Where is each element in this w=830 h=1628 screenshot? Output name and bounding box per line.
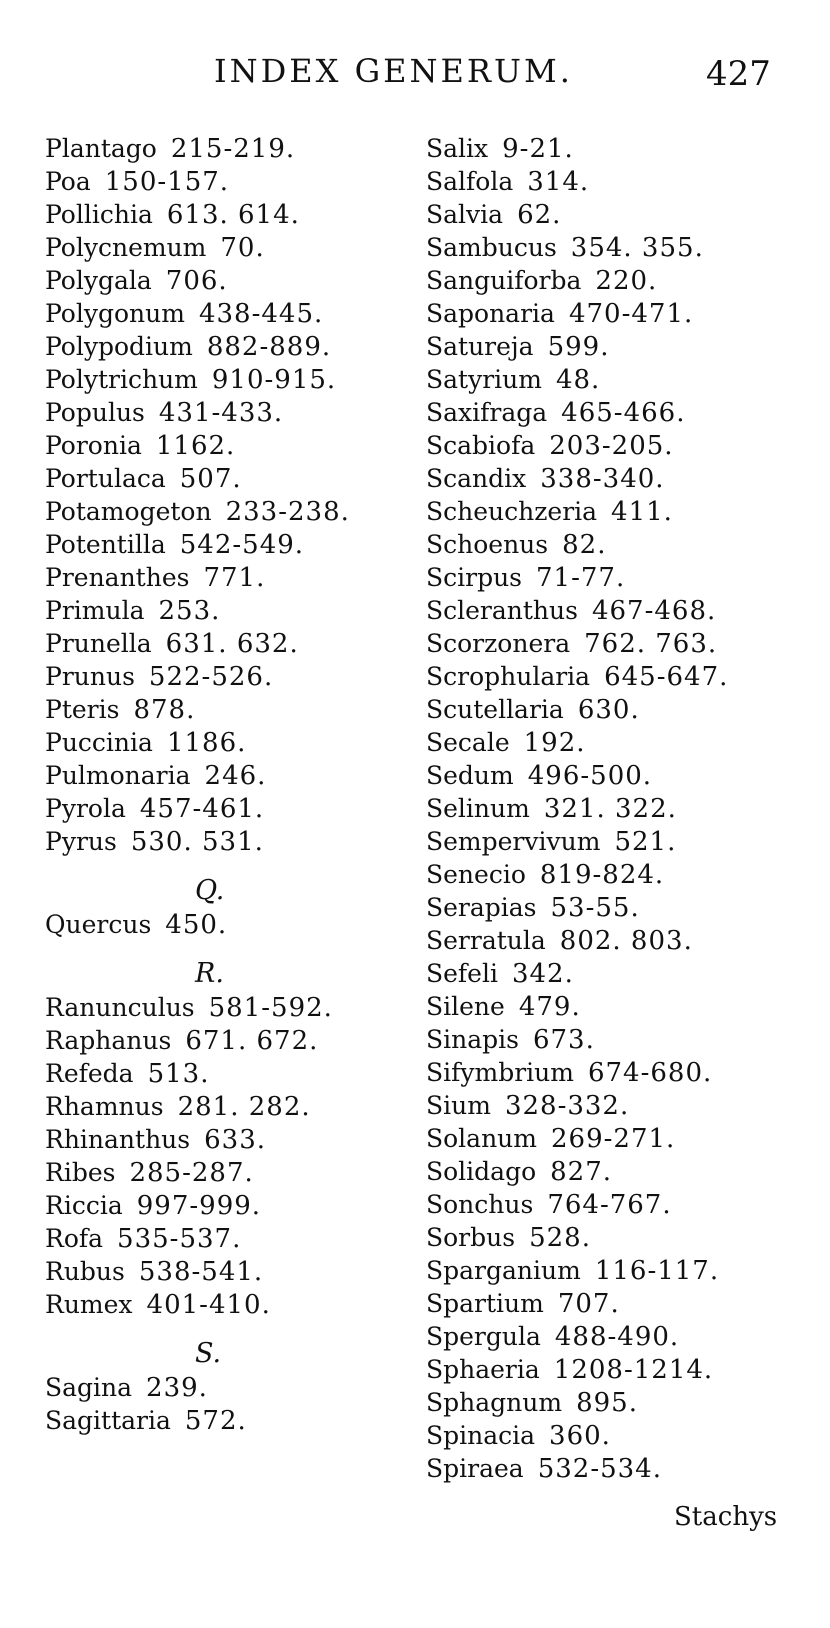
- index-entry: [426, 825, 806, 858]
- genus-name: Salfola: [426, 167, 514, 196]
- genus-name: Secale: [426, 728, 510, 757]
- page-reference: 431-433.: [158, 398, 284, 428]
- genus-name: Polycnemum: [45, 233, 207, 262]
- index-entry: [45, 231, 405, 264]
- page-reference: 53-55.: [550, 893, 640, 923]
- genus-name: Scheuchzeria: [426, 497, 598, 526]
- page-reference: 762. 763.: [584, 629, 718, 659]
- genus-name: Sagina: [45, 1373, 133, 1402]
- page-reference: 1208-1214.: [553, 1355, 714, 1385]
- index-entry: [426, 1353, 806, 1386]
- index-entry: [45, 1371, 405, 1404]
- page-reference: 71-77.: [536, 563, 626, 593]
- index-entry: [426, 759, 806, 792]
- page-reference: 321. 322.: [543, 794, 677, 824]
- genus-name: Rhamnus: [45, 1092, 164, 1121]
- genus-name: Polypodium: [45, 332, 193, 361]
- running-head: [0, 52, 830, 92]
- page-reference: 895.: [576, 1388, 638, 1418]
- page-reference: 631. 632.: [165, 629, 299, 659]
- index-entry: [45, 561, 405, 594]
- genus-name: Spergula: [426, 1322, 541, 1351]
- page-reference: 450.: [165, 910, 228, 940]
- genus-name: Sphaeria: [426, 1355, 540, 1384]
- index-entry: [45, 264, 405, 297]
- genus-name: Sonchus: [426, 1190, 534, 1219]
- page-reference: 457-461.: [139, 794, 265, 824]
- genus-name: Pulmonaria: [45, 761, 191, 790]
- page-reference: 1162.: [155, 431, 236, 461]
- genus-name: Selinum: [426, 794, 530, 823]
- genus-name: Sorbus: [426, 1223, 516, 1252]
- genus-name: Silene: [426, 992, 505, 1021]
- page-reference: 671. 672.: [185, 1026, 319, 1056]
- genus-name: Polytrichum: [45, 365, 198, 394]
- page-reference: 465-466.: [561, 398, 686, 428]
- index-entry: [45, 528, 405, 561]
- genus-name: Portulaca: [45, 464, 166, 493]
- index-entry: [426, 1155, 806, 1188]
- genus-name: Saxifraga: [426, 398, 548, 427]
- index-entry: [426, 1023, 806, 1056]
- page-reference: 528.: [529, 1223, 591, 1253]
- page-reference: 467-468.: [591, 596, 717, 626]
- index-entry: [45, 759, 405, 792]
- genus-name: Salix: [426, 134, 489, 163]
- page-number: 427: [706, 54, 771, 94]
- index-entry: [45, 132, 405, 165]
- genus-name: Sparganium: [426, 1256, 581, 1285]
- genus-name: Schoenus: [426, 530, 549, 559]
- index-entry: [426, 396, 806, 429]
- genus-name: Scorzonera: [426, 629, 571, 658]
- genus-name: Plantago: [45, 134, 157, 163]
- index-entry: [426, 891, 806, 924]
- page-reference: 215-219.: [170, 134, 296, 164]
- page-reference: 530. 531.: [130, 827, 264, 857]
- index-entry: [45, 792, 405, 825]
- index-entry: [426, 528, 806, 561]
- index-entry: [45, 726, 405, 759]
- index-entry: [426, 627, 806, 660]
- index-entry: [426, 1386, 806, 1419]
- genus-name: Rubus: [45, 1257, 125, 1286]
- page-reference: 220.: [595, 266, 658, 296]
- genus-name: Satureja: [426, 332, 534, 361]
- page-reference: 401-410.: [146, 1290, 271, 1320]
- genus-name: Prunus: [45, 662, 135, 691]
- index-entry: [426, 264, 806, 297]
- page-reference: 522-526.: [148, 662, 274, 692]
- genus-name: Poa: [45, 167, 91, 196]
- index-entry: [426, 198, 806, 231]
- page-reference: 771.: [203, 563, 266, 593]
- page-reference: 253.: [158, 596, 221, 626]
- genus-name: Spiraea: [426, 1454, 524, 1483]
- index-entry: [426, 561, 806, 594]
- genus-name: Potentilla: [45, 530, 166, 559]
- page-reference: 542-549.: [179, 530, 305, 560]
- right-column: [426, 132, 806, 1485]
- page-reference: 633.: [204, 1125, 266, 1155]
- genus-name: Prenanthes: [45, 563, 190, 592]
- index-entry: [45, 165, 405, 198]
- genus-name: Sphagnum: [426, 1388, 563, 1417]
- page-reference: 496-500.: [527, 761, 653, 791]
- page-reference: 269-271.: [551, 1124, 676, 1154]
- genus-name: Saponaria: [426, 299, 555, 328]
- genus-name: Solanum: [426, 1124, 537, 1153]
- page-reference: 513.: [147, 1059, 210, 1089]
- section-heading-s: S.: [195, 1338, 222, 1369]
- genus-name: Spartium: [426, 1289, 544, 1318]
- index-entry: [45, 1156, 405, 1189]
- genus-name: Riccia: [45, 1191, 123, 1220]
- page-reference: 438-445.: [198, 299, 324, 329]
- index-entry: [426, 990, 806, 1023]
- page-reference: 764-767.: [547, 1190, 672, 1220]
- genus-name: Poronia: [45, 431, 142, 460]
- index-entry: [426, 1089, 806, 1122]
- index-entry: [45, 495, 405, 528]
- genus-name: Sifymbrium: [426, 1058, 574, 1087]
- genus-name: Raphanus: [45, 1026, 172, 1055]
- section-heading-r: R.: [195, 958, 224, 989]
- genus-name: Sium: [426, 1091, 491, 1120]
- genus-name: Serratula: [426, 926, 546, 955]
- index-entry: [45, 660, 405, 693]
- genus-name: Spinacia: [426, 1421, 536, 1450]
- genus-name: Scutellaria: [426, 695, 564, 724]
- index-entry: [426, 1320, 806, 1353]
- index-entry: [45, 396, 405, 429]
- index-entry: [426, 429, 806, 462]
- page-reference: 707.: [557, 1289, 620, 1319]
- page-reference: 246.: [204, 761, 267, 791]
- page-reference: 488-490.: [554, 1322, 680, 1352]
- page-reference: 599.: [547, 332, 610, 362]
- page-reference: 819-824.: [539, 860, 665, 890]
- page-reference: 203-205.: [549, 431, 674, 461]
- index-entry: [45, 1222, 405, 1255]
- page-reference: 9-21.: [502, 134, 574, 164]
- genus-name: Scleranthus: [426, 596, 578, 625]
- page-reference: 645-647.: [604, 662, 729, 692]
- genus-name: Pyrus: [45, 827, 117, 856]
- genus-name: Populus: [45, 398, 145, 427]
- index-entry: [45, 363, 405, 396]
- index-entry: [45, 991, 405, 1024]
- section-heading-q: Q.: [195, 875, 225, 906]
- section-gap: [45, 941, 405, 957]
- genus-name: Prunella: [45, 629, 152, 658]
- index-entry: [426, 957, 806, 990]
- page-title: INDEX GENERUM.: [214, 52, 573, 90]
- genus-name: Polygonum: [45, 299, 185, 328]
- section-s-continued: [426, 132, 806, 1485]
- genus-name: Rofa: [45, 1224, 104, 1253]
- page-reference: 70.: [220, 233, 265, 263]
- index-entry: [426, 462, 806, 495]
- index-entry: [45, 1255, 405, 1288]
- genus-name: Quercus: [45, 910, 152, 939]
- page-reference: 314.: [527, 167, 590, 197]
- page-reference: 360.: [549, 1421, 611, 1451]
- genus-name: Scirpus: [426, 563, 523, 592]
- page-reference: 470-471.: [568, 299, 694, 329]
- genus-name: Puccinia: [45, 728, 153, 757]
- page-reference: 882-889.: [206, 332, 332, 362]
- left-column: [45, 132, 405, 1437]
- genus-name: Sefeli: [426, 959, 498, 988]
- page-reference: 706.: [165, 266, 228, 296]
- index-entry: [426, 132, 806, 165]
- page-reference: 354. 355.: [570, 233, 704, 263]
- page-reference: 342.: [511, 959, 574, 989]
- page-reference: 328-332.: [504, 1091, 630, 1121]
- genus-name: Sagittaria: [45, 1406, 171, 1435]
- index-entry: [45, 198, 405, 231]
- page-reference: 82.: [562, 530, 607, 560]
- index-entry: [426, 330, 806, 363]
- index-entry: [45, 627, 405, 660]
- index-entry: [426, 594, 806, 627]
- index-entry: [426, 297, 806, 330]
- section-p: [45, 132, 405, 858]
- page-reference: 233-238.: [225, 497, 350, 527]
- index-entry: [426, 792, 806, 825]
- index-entry: [426, 1287, 806, 1320]
- genus-name: Satyrium: [426, 365, 542, 394]
- index-entry: [426, 495, 806, 528]
- page-reference: 521.: [614, 827, 677, 857]
- page-reference: 479.: [518, 992, 581, 1022]
- genus-name: Salvia: [426, 200, 504, 229]
- page-reference: 1186.: [166, 728, 247, 758]
- index-entry: [426, 1452, 806, 1485]
- genus-name: Serapias: [426, 893, 537, 922]
- index-entry: [426, 1056, 806, 1089]
- index-entry: [426, 1188, 806, 1221]
- index-entry: [426, 1254, 806, 1287]
- genus-name: Ranunculus: [45, 993, 195, 1022]
- page-reference: 997-999.: [136, 1191, 262, 1221]
- page-reference: 827.: [550, 1157, 613, 1187]
- genus-name: Pyrola: [45, 794, 126, 823]
- genus-name: Scandix: [426, 464, 527, 493]
- page-reference: 239.: [146, 1373, 208, 1403]
- page-reference: 48.: [555, 365, 601, 395]
- index-entry: [45, 1123, 405, 1156]
- index-entry: [45, 330, 405, 363]
- page-reference: 192.: [523, 728, 586, 758]
- section-gap: [45, 1321, 405, 1337]
- index-entry: [426, 726, 806, 759]
- index-entry: [45, 429, 405, 462]
- index-entry: [426, 231, 806, 264]
- index-entry: [426, 693, 806, 726]
- index-entry: [426, 858, 806, 891]
- index-entry: [426, 363, 806, 396]
- index-entry: [45, 594, 405, 627]
- page-reference: 673.: [532, 1025, 595, 1055]
- page-reference: 538-541.: [138, 1257, 264, 1287]
- genus-name: Sambucus: [426, 233, 557, 262]
- page-reference: 535-537.: [117, 1224, 242, 1254]
- genus-name: Sinapis: [426, 1025, 519, 1054]
- page-reference: 613. 614.: [166, 200, 300, 230]
- page-reference: 338-340.: [540, 464, 665, 494]
- page-reference: 285-287.: [129, 1158, 254, 1188]
- page-reference: 630.: [577, 695, 640, 725]
- genus-name: Senecio: [426, 860, 526, 889]
- page-reference: 878.: [133, 695, 196, 725]
- index-entry: [45, 908, 405, 941]
- genus-name: Rumex: [45, 1290, 133, 1319]
- page-reference: 281. 282.: [177, 1092, 311, 1122]
- page-reference: 150-157.: [104, 167, 230, 197]
- page-reference: 674-680.: [587, 1058, 713, 1088]
- section-gap: [45, 858, 405, 874]
- genus-name: Polygala: [45, 266, 152, 295]
- page-reference: 802. 803.: [559, 926, 693, 956]
- index-entry: [45, 1404, 405, 1437]
- index-entry: [45, 297, 405, 330]
- index-entry: [45, 825, 405, 858]
- page-reference: 62.: [517, 200, 562, 230]
- genus-name: Scabiofa: [426, 431, 536, 460]
- genus-name: Sempervivum: [426, 827, 601, 856]
- genus-name: Primula: [45, 596, 145, 625]
- index-entry: [45, 1189, 405, 1222]
- section-s: [45, 1371, 405, 1437]
- index-entry: [45, 1057, 405, 1090]
- index-entry: [45, 1024, 405, 1057]
- page-reference: 581-592.: [208, 993, 333, 1023]
- page-reference: 572.: [184, 1406, 247, 1436]
- genus-name: Sedum: [426, 761, 514, 790]
- page-reference: 507.: [179, 464, 242, 494]
- page-reference: 532-534.: [537, 1454, 662, 1484]
- index-entry: [45, 1288, 405, 1321]
- genus-name: Scrophularia: [426, 662, 591, 691]
- genus-name: Pteris: [45, 695, 120, 724]
- index-entry: [45, 1090, 405, 1123]
- genus-name: Solidago: [426, 1157, 537, 1186]
- genus-name: Rhinanthus: [45, 1125, 191, 1154]
- index-entry: [45, 693, 405, 726]
- genus-name: Refeda: [45, 1059, 134, 1088]
- catchword: Stachys: [674, 1502, 778, 1532]
- index-entry: [426, 660, 806, 693]
- page-reference: 411.: [611, 497, 673, 527]
- index-entry: [426, 165, 806, 198]
- section-q: [45, 908, 405, 941]
- genus-name: Pollichia: [45, 200, 153, 229]
- genus-name: Sanguiforba: [426, 266, 582, 295]
- index-entry: [45, 462, 405, 495]
- genus-name: Ribes: [45, 1158, 116, 1187]
- genus-name: Potamogeton: [45, 497, 212, 526]
- index-entry: [426, 1221, 806, 1254]
- page-reference: 116-117.: [594, 1256, 720, 1286]
- section-r: [45, 991, 405, 1321]
- index-entry: [426, 924, 806, 957]
- index-entry: [426, 1419, 806, 1452]
- index-entry: [426, 1122, 806, 1155]
- page-reference: 910-915.: [211, 365, 337, 395]
